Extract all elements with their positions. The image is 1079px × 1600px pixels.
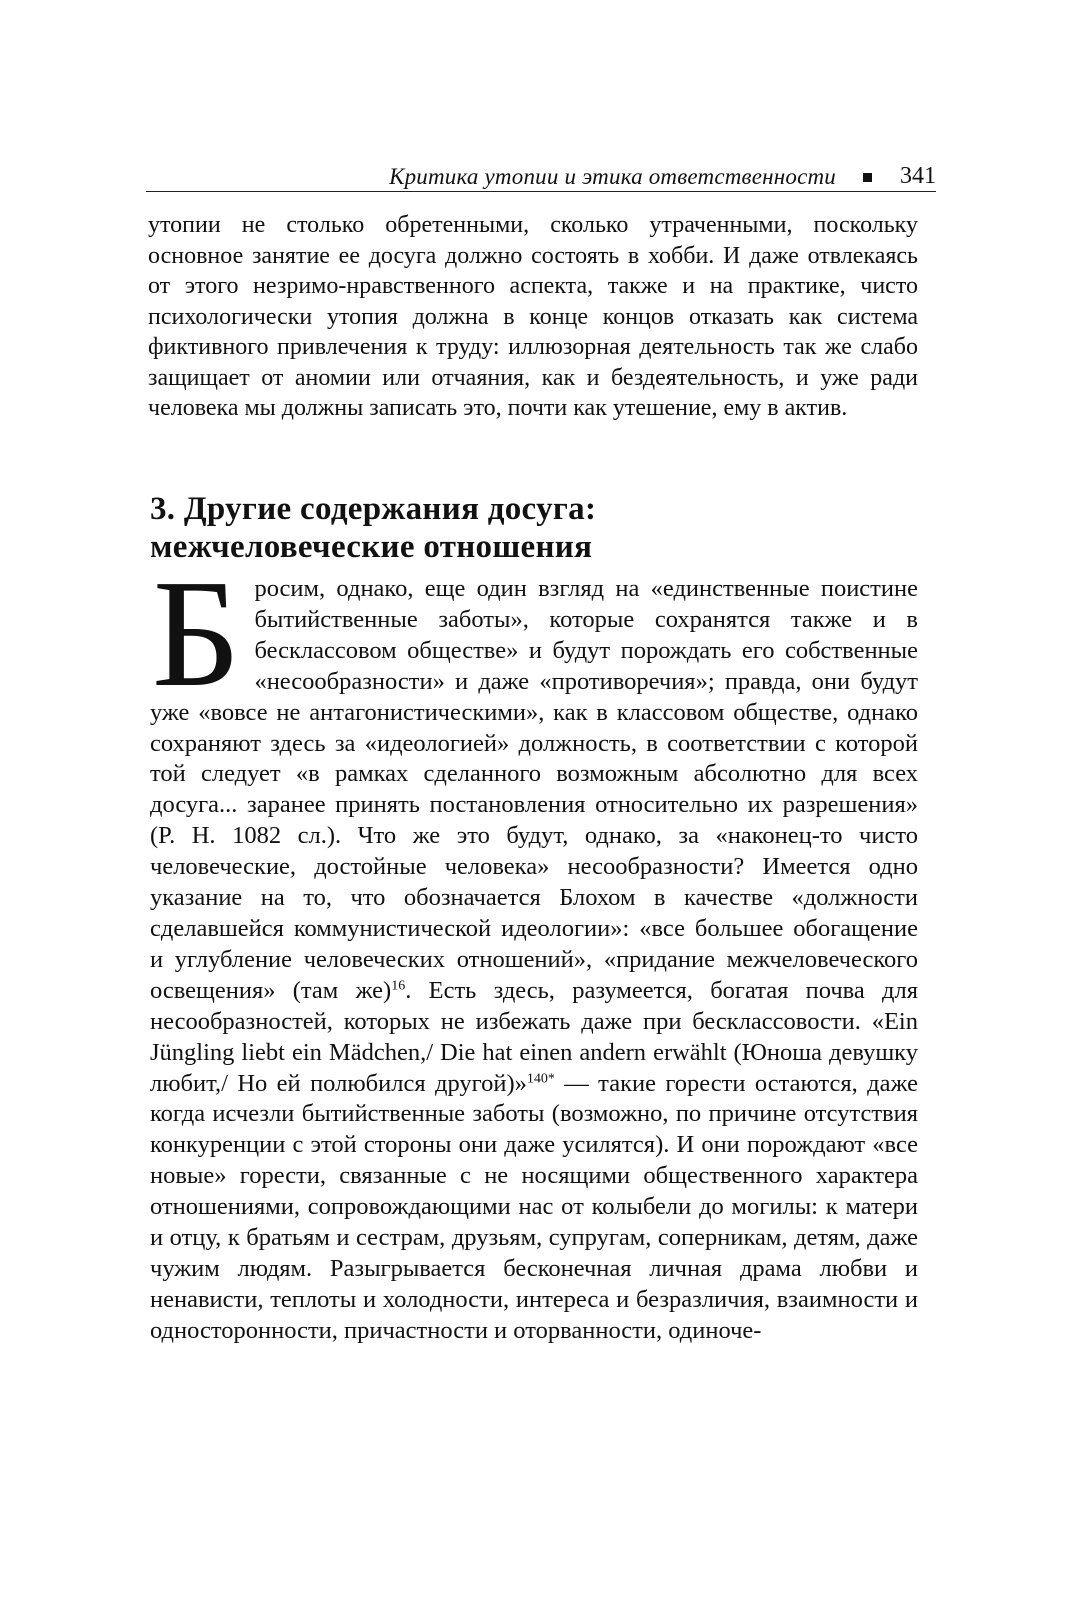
drop-cap: Б [152, 549, 241, 719]
footnote-ref-140: 140* [526, 1071, 555, 1087]
section-heading-line-1: 3. Другие содержания досуга: [150, 491, 597, 527]
paragraph-text-b: . Есть здесь, разумеется, богатая почва для несообразностей, которых не избежать даже при бесклассовости. «Ein Jüngling liebt ein Mädchen,/ Die hat einen andern erwählt (Юноша девушку любит,/ Но ей полюбился другой)» [150, 976, 918, 1097]
paragraph-continued: утопии не столько обретенными, сколько утраченными, поскольку основное занятие ее досуга должно состоять в хобби. И даже отвлекаясь от этого незримо-нравственного аспекта, также и на практике, чисто психологически утопия должна в конце концов отказать как система фиктивного привлечения к труду: иллюзорная деятельность так же слабо защищает от аномии или отчаяния, как и бездеятельность, и уже ради человека мы должны записать это, почти как утешение, ему в актив. [148, 212, 918, 421]
paragraph-text-a: росим, однако, еще один взгляд на «единственные поистине бытийственные заботы», которые сохранятся также и в бесклассовом обществе» и будут порождать его собственные «несообразности» и даже «противоречия»; правда, они будут уже «вовсе не антагонистическими», как в классовом обществе, однако сохраняют здесь за «идеологией» должность, в соответствии с которой той следует «в рамках сделанного возможным абсолютно для всех досуга... заранее принять постановления относительно их разрешения» (P. H. 1082 сл.). Что же это будут, однако, за «наконец-то чисто человеческие, достойные человека» несообразности? Имеется одно указание на то, что обозначается Блохом в качестве «должности сделавшейся коммунистической идеологии»: «все большее обогащение и углубление человеческих отношений», «придание межчеловеческого освещения» (там же) [150, 575, 918, 1004]
section-heading [150, 490, 920, 566]
page-number: 341 [896, 163, 936, 190]
section-paragraph [150, 549, 918, 1347]
section-heading-line-2: межчеловеческие отношения [150, 529, 593, 565]
header-rule [146, 191, 936, 192]
running-header [146, 160, 936, 196]
bullet-separator [863, 173, 872, 182]
footnote-ref-16: 16 [391, 978, 406, 994]
running-title: Критика утопии и этика ответственности [383, 164, 836, 190]
paragraph-text-c: — такие горести остаются, даже когда исчезли бытийственные заботы (возможно, по причине отсутствия конкуренции с этой стороны они даже усилятся). И они порождают «все новые» горести, связанные с не носящими общественного характера отношениями, сопровождающими нас от колыбели до могилы: к матери и отцу, к братьям и сестрам, друзьям, супругам, соперникам, детям, даже чужим людям. Разыгрывается бесконечная личная драма любви и ненависти, теплоты и холодности, интереса и безразличия, взаимности и односторонности, причастности и оторванности, одиноче- [150, 1069, 918, 1344]
